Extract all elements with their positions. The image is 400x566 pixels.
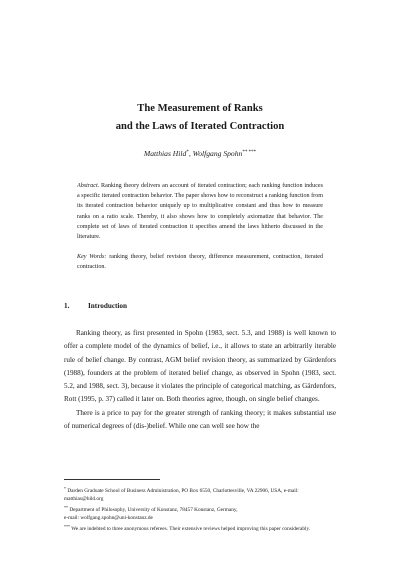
footnote-3: [64, 523, 336, 534]
footnote-3-text: We are indebted to three anonymous referees. Their extensive reviews helped improving this paper considerably.: [70, 525, 311, 532]
body-paragraph-1: Ranking theory, as first presented in Spohn (1983, sect. 5.3, and 1988) is well known to offer a complete model of the dynamics of belief, i.e., it allows to state an arbitrarily iterable rule of belief change. By contrast, AGM belief revision theory, as summarized by Gärdenfors (1988), founders at the problem of iterated belief change, as observed in Spohn (1983, sect. 5.2, and 1988, sect. 3), because it violates the principle of categorical matching, as Gärdenfors, Rott (1995, p. 37) called it later on. Both theories agree, though, on single belief changes.: [64, 329, 336, 404]
footnote-2: [64, 504, 336, 523]
abstract-text: Ranking theory delivers an account of iterated contraction; each ranking function induces a specific iterated contraction behavior. The paper shows how to reconstruct a ranking function from its iterated contraction behavior uniquely up to multiplicative constant and thus how to measure ranks on a ratio scale. Thereby, it also shows how to completely axiomatize that behavior. The complete set of laws of iterated contraction it specifies amend the laws hitherto discussed in the literature.: [77, 183, 323, 241]
keywords-text: ranking theory, belief revision theory, difference measurement, contraction, iterated contraction.: [77, 254, 323, 271]
abstract: [77, 181, 323, 242]
footnote-3-mark: ***: [64, 523, 70, 529]
abstract-label: Abstract.: [77, 183, 100, 189]
footnote-1-text: Darden Graduate School of Business Administration, PO Box 6550, Charlottesville, VA 22906, USA, e-mail: matthias@hild.org: [64, 488, 299, 502]
author-name-hild: Matthias Hild: [143, 149, 187, 158]
keywords-label: Key Words:: [77, 254, 107, 260]
footnote-2-email: e-mail: wolfgang.spohn@uni-konstanz.de: [64, 514, 153, 521]
section-number: 1.: [64, 302, 70, 310]
section-title: Introduction: [88, 302, 128, 310]
author-footnote-mark-2: ** ***: [242, 150, 257, 155]
author-line: [0, 148, 400, 159]
section-heading: [64, 301, 127, 311]
footnote-1: [64, 485, 336, 504]
body-text: [64, 327, 336, 433]
author-footnote-mark-1: *: [186, 150, 189, 155]
body-paragraph-2: There is a price to pay for the greater strength of ranking theory; it makes substantial use of numerical degrees of (dis-)belief. While one can well see how the: [64, 408, 336, 431]
paper-title-line-2: and the Laws of Iterated Contraction: [115, 121, 285, 132]
author-separator: ,: [188, 149, 193, 158]
footnote-1-mark: *: [64, 486, 66, 491]
author-name-spohn: Wolfgang Spohn: [192, 149, 243, 158]
paper-title-line-1: The Measurement of Ranks: [137, 103, 263, 114]
footnote-2-mark: **: [64, 504, 68, 510]
footnotes: [64, 485, 336, 534]
keywords: [77, 252, 323, 272]
footnote-2-text: Department of Philosophy, University of Konstanz, 78457 Konstanz, Germany,: [68, 506, 238, 513]
footnote-separator: [64, 479, 160, 480]
